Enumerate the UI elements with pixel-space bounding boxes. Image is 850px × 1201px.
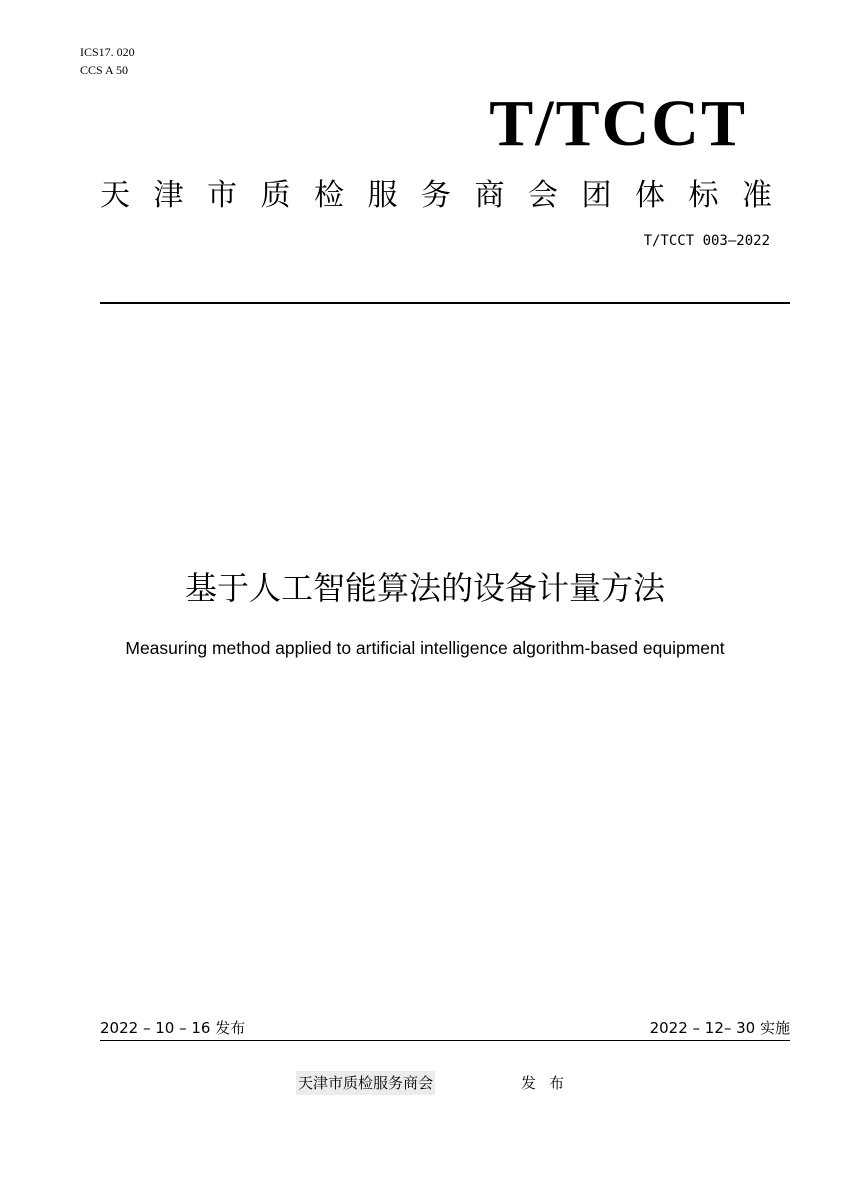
ccs-code: CCS A 50 bbox=[80, 63, 129, 77]
standard-brand: T/TCCT bbox=[489, 87, 747, 160]
ics-code: ICS17. 020 bbox=[80, 45, 135, 59]
organization-standard-name bbox=[100, 178, 772, 214]
org-char: 准 bbox=[742, 178, 772, 213]
org-char: 体 bbox=[635, 178, 665, 213]
document-title-chinese: 基于人工智能算法的设备计量方法 bbox=[184, 569, 665, 607]
org-char: 团 bbox=[581, 178, 612, 213]
org-char: 质 bbox=[260, 178, 291, 213]
publisher-name: 天津市质检服务商会 bbox=[296, 1071, 435, 1095]
implementation-date: 2022 – 12– 30 实施 bbox=[649, 1019, 790, 1037]
standard-number: T/TCCT 003—2022 bbox=[643, 233, 770, 249]
org-char: 会 bbox=[528, 178, 558, 213]
org-char: 服 bbox=[367, 178, 398, 213]
org-char: 商 bbox=[474, 178, 505, 213]
publish-label: 发布 bbox=[521, 1074, 578, 1092]
org-char: 检 bbox=[314, 178, 344, 213]
release-date: 2022 – 10 – 16 发布 bbox=[100, 1019, 246, 1037]
document-title-english: Measuring method applied to artificial intelligence algorithm-based equipment bbox=[125, 638, 725, 658]
org-char: 务 bbox=[421, 178, 451, 213]
org-char: 天 bbox=[100, 178, 130, 213]
footer-divider bbox=[100, 1040, 790, 1041]
org-char: 标 bbox=[688, 178, 719, 213]
org-char: 市 bbox=[207, 178, 237, 213]
header-divider bbox=[100, 302, 790, 304]
org-char: 津 bbox=[153, 178, 184, 213]
